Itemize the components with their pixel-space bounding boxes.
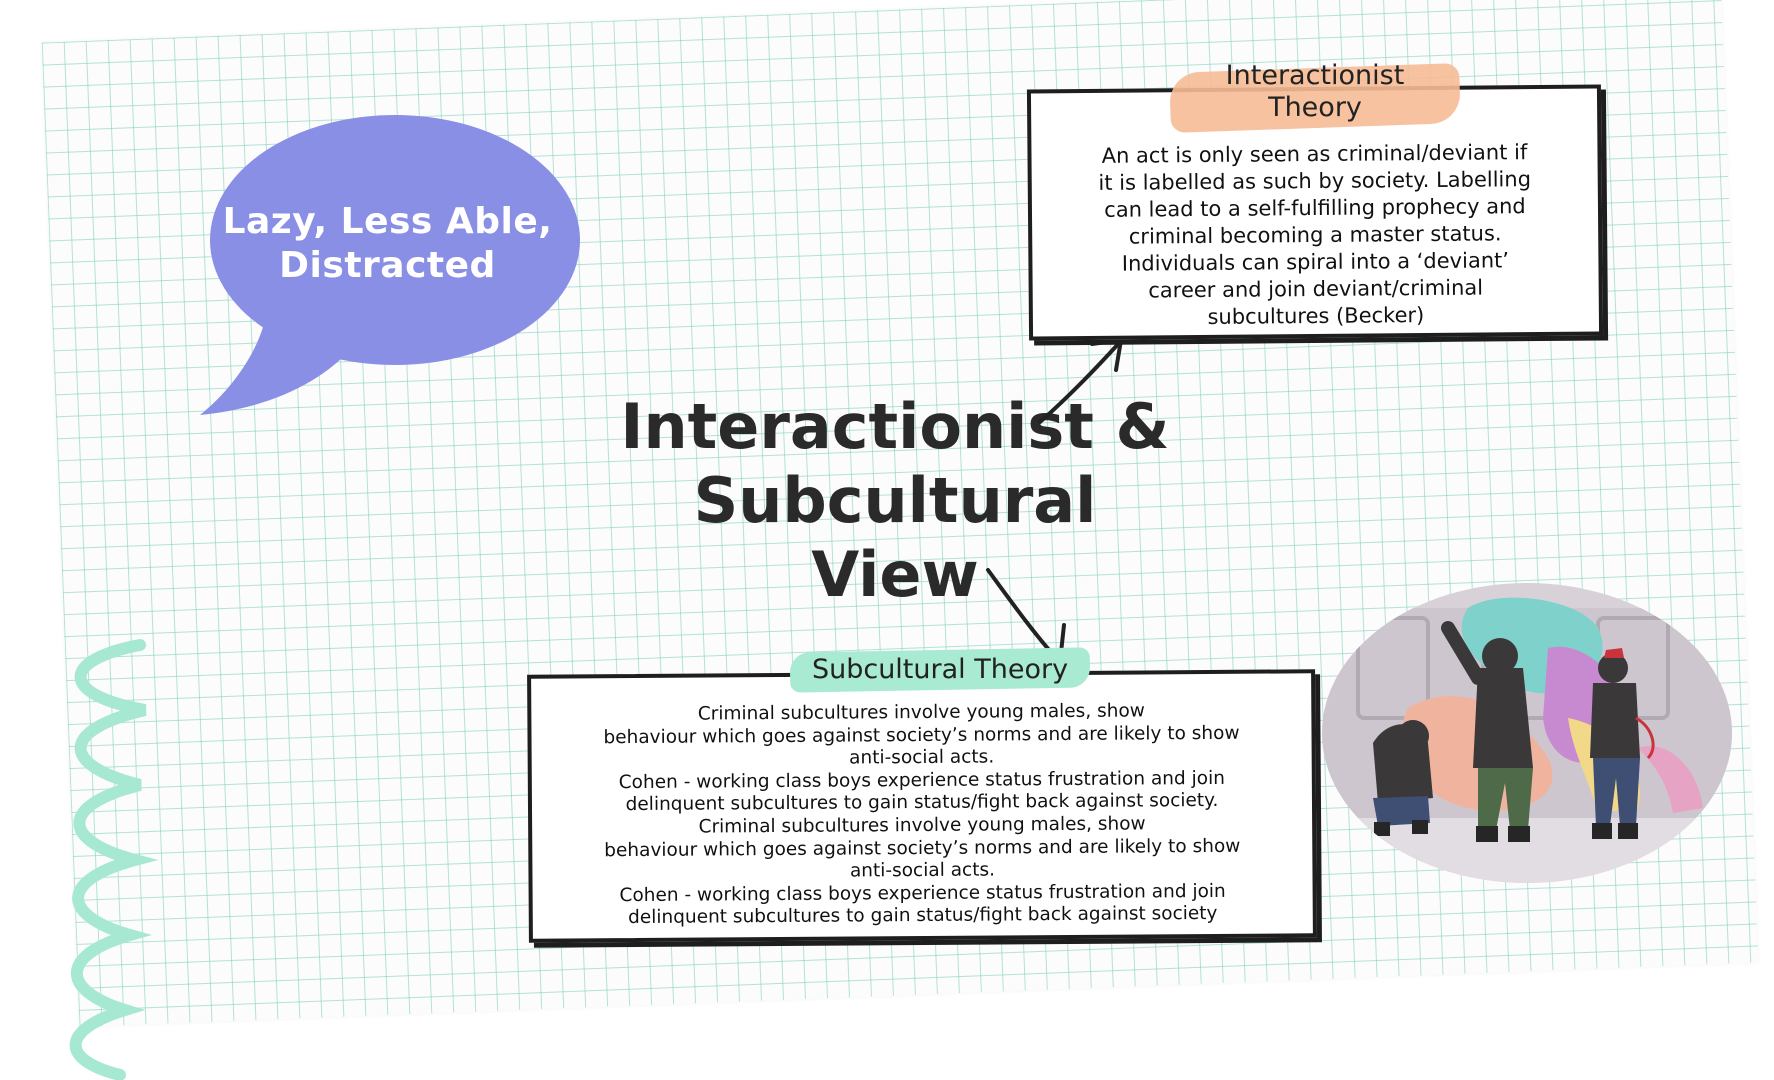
arrow-up-right-icon [1030, 330, 1130, 430]
interactionist-theory-text [1051, 139, 1579, 333]
graffiti-youths-illustration [1318, 568, 1736, 888]
subcultural-line: Criminal subcultures involve young males, show [698, 813, 1146, 838]
title-line-1: Interactionist & [620, 390, 1170, 463]
subcultural-line: behaviour which goes against society’s norms and are likely to show [604, 835, 1241, 861]
title-line-2: Subcultural [693, 464, 1097, 537]
subcultural-line: delinquent subcultures to gain status/fight back against society. [625, 790, 1219, 816]
subcultural-line: behaviour which goes against society’s norms and are likely to show [603, 722, 1240, 748]
interactionist-line: subcultures (Becker) [1207, 303, 1425, 329]
title-line-3: View [811, 538, 979, 611]
interactionist-line: criminal becoming a master status. [1128, 221, 1502, 249]
interactionist-line: can lead to a self-fulfilling prophecy and [1104, 194, 1526, 222]
subcultural-line: Cohen - working class boys experience status frustration and join [619, 880, 1226, 906]
interactionist-line: Individuals can spiral into a ‘deviant’ [1121, 248, 1510, 276]
speech-bubble-text: Lazy, Less Able, Distracted [222, 201, 553, 286]
subcultural-line: Cohen - working class boys experience status frustration and join [618, 767, 1226, 793]
subcultural-theory-card [527, 669, 1317, 942]
subcultural-theory-heading [790, 650, 1090, 692]
interactionist-line: it is labelled as such by society. Labelling [1098, 167, 1532, 195]
interactionist-heading-line-2: Theory [1268, 92, 1362, 123]
subcultural-line: anti-social acts. [849, 746, 995, 769]
subcultural-theory-text [553, 699, 1291, 930]
interactionist-heading-line-1: Interactionist [1225, 60, 1405, 91]
subcultural-line: delinquent subcultures to gain status/fight back against society [627, 903, 1218, 929]
interactionist-line: career and join deviant/criminal [1148, 275, 1484, 303]
squiggle-decoration [20, 600, 170, 1080]
interactionist-line: An act is only seen as criminal/deviant if [1101, 140, 1528, 168]
subcultural-line: Criminal subcultures involve young males, show [697, 700, 1145, 725]
interactionist-theory-heading [1170, 60, 1460, 130]
subcultural-heading-text: Subcultural Theory [811, 654, 1069, 685]
subcultural-line: anti-social acts. [849, 859, 996, 882]
